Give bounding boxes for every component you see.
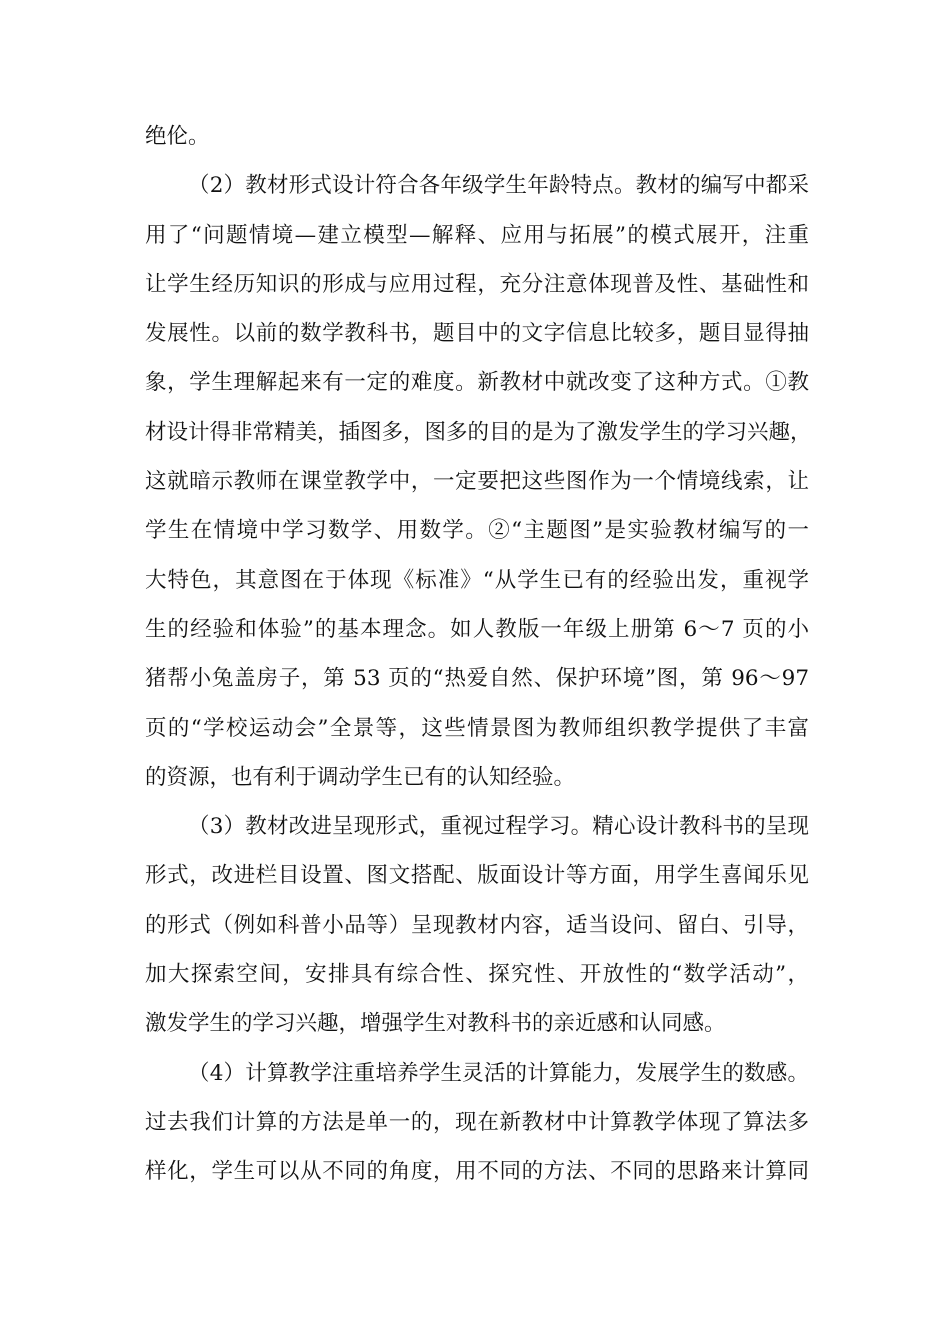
paragraph-4-first-line: （4）计算教学注重培养学生灵活的计算能力，发展学生的数感。 <box>188 1060 809 1086</box>
text-line: 用了“问题情境—建立模型—解释、应用与拓展”的模式展开，注重 <box>145 222 809 248</box>
text-line: 样化，学生可以从不同的角度，用不同的方法、不同的思路来计算同 <box>145 1159 809 1185</box>
text-line: 发展性。以前的数学教科书，题目中的文字信息比较多，题目显得抽 <box>145 321 809 347</box>
text-line: 绝伦。 <box>145 124 210 149</box>
text-line: 的形式（例如科普小品等）呈现教材内容，适当设问、留白、引导， <box>145 912 809 938</box>
text-line: 的资源，也有利于调动学生已有的认知经验。 <box>145 764 576 790</box>
body-text <box>145 112 812 1197</box>
text-line: 过去我们计算的方法是单一的，现在新教材中计算教学体现了算法多 <box>145 1109 809 1135</box>
text-line: 激发学生的学习兴趣，增强学生对教科书的亲近感和认同感。 <box>145 1011 726 1037</box>
text-line: 象，学生理解起来有一定的难度。新教材中就改变了这种方式。①教 <box>145 370 809 396</box>
text-line: 让学生经历知识的形成与应用过程，充分注意体现普及性、基础性和 <box>145 271 809 297</box>
text-line: 猪帮小兔盖房子，第 53 页的“热爱自然、保护环境”图，第 96～97 <box>145 666 809 692</box>
text-line: 大特色，其意图在于体现《标准》“从学生已有的经验出发，重视学 <box>145 567 809 593</box>
text-line: 材设计得非常精美，插图多，图多的目的是为了激发学生的学习兴趣， <box>145 419 812 445</box>
text-line: 这就暗示教师在课堂教学中，一定要把这些图作为一个情境线索，让 <box>145 469 809 495</box>
text-line: 形式，改进栏目设置、图文搭配、版面设计等方面，用学生喜闻乐见 <box>145 863 809 889</box>
paragraph-3-first-line: （3）教材改进呈现形式，重视过程学习。精心设计教科书的呈现 <box>188 814 809 840</box>
paragraph-2-first-line: （2）教材形式设计符合各年级学生年龄特点。教材的编写中都采 <box>188 173 809 199</box>
text-line: 加大探索空间，安排具有综合性、探究性、开放性的“数学活动”， <box>145 962 809 988</box>
text-line: 学生在情境中学习数学、用数学。②“主题图”是实验教材编写的一 <box>145 518 809 544</box>
text-line: 生的经验和体验”的基本理念。如人教版一年级上册第 6～7 页的小 <box>145 616 809 642</box>
text-line: 页的“学校运动会”全景等，这些情景图为教师组织教学提供了丰富 <box>145 715 809 741</box>
